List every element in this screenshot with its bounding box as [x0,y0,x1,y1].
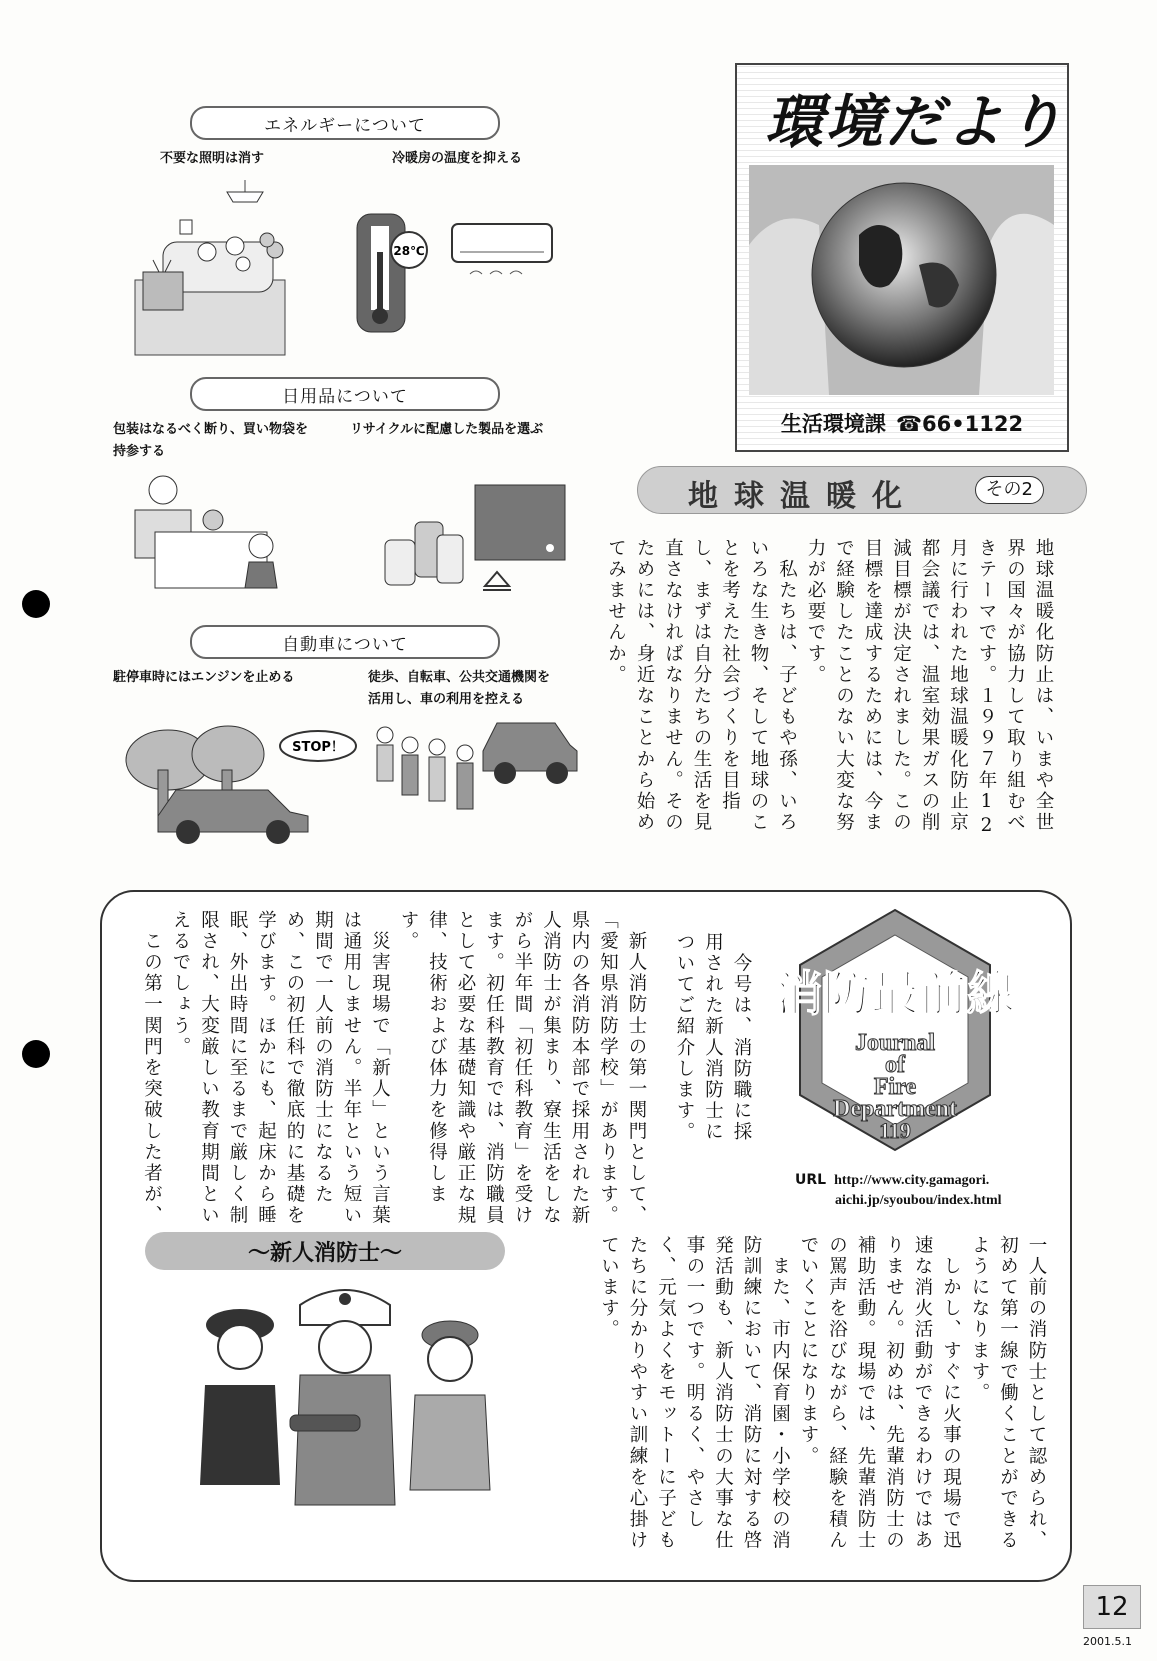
energy-heading: エネルギーについて [190,106,500,140]
stop-label: STOP！ [292,740,344,755]
logo-fire: Fire [873,1074,917,1100]
department-contact [747,408,1057,438]
logo-of: of [885,1052,905,1078]
department-phone: ☎66•1122 [895,412,1024,436]
environment-newsletter-header [735,63,1069,452]
url-label: URL [795,1172,827,1188]
globe-in-hands-photo [749,165,1054,395]
logo-119: 119 [879,1118,911,1143]
logo-title: 消防最前線 [774,966,1016,1022]
url-line1[interactable]: http://www.city.gamagori. [834,1173,990,1188]
url-line2[interactable]: aichi.jp/syoubou/index.html [835,1193,1002,1208]
department-name: 生活環境課 [780,412,886,436]
newcomer-heading: ～新人消防士～ [145,1232,505,1270]
recycle-products-illustration [375,480,575,610]
car-item-idling: 駐停車時にはエンジンを止める [113,670,295,685]
global-warming-body: 地球温暖化防止は、いまや全世界の国々が協力して取り組むべきテーマです。１９９７年12月に行われた地球温暖化防止京都会議では、温室効果ガスの削減目標が決定されました。この目標を達成するためには、今まで経験したことのない大変な努力が必要です。 私たちは、子どもや孫、いろいろな生き物、そして地球のことを考えた社会づくりを目指し、まずは自分たちの生活を見直さなければなりません。そのためには、身近なことから始めてみませんか。 [605,538,1054,839]
family-living-room-illustration [135,180,290,355]
car-stop-illustration [118,720,358,845]
page-number: 12 [1083,1585,1141,1629]
fire-body-part1: 新人消防士の第一関門として、「愛知県消防学校」があります。県内の各消防本部で採用された新人消防士が集まり、寮生活をしながら半年間「初任科教育」を受けます。初任科教育では、消防職員として必要な基礎知識や厳正な規律、技術および体力を修得します。 災害現場で「新人」という言葉は通用しません。半年という短い期間で一人前の消防士になるため、この初任科で徹底的に基礎を学びます。ほかにも、起床から睡眠、外出時間に至るまで厳しく制限され、大変厳しい教育期間といえるでしょう。 この第一関門を突破した者が、 [141,910,647,1227]
environment-title: 環境だより [765,88,1066,156]
walking-family-illustration [365,705,585,845]
fire-intro: 今号は、消防職に採用された新人消防士についてご紹介します。 [674,932,752,1143]
fire-url [795,1170,1002,1211]
car-item-transit: 徒歩、自転車、公共交通機関を 活用し、車の利用を控える [368,670,551,707]
energy-item-lights: 不要な照明は消す [160,151,265,166]
logo-department: Department [833,1096,957,1122]
global-warming-heading [637,466,1087,514]
issue-date: 2001.5.1 [1083,1635,1132,1648]
daily-goods-heading: 日用品について [190,377,500,411]
binder-hole-bottom [22,1040,50,1068]
daily-item-bag: 包装はなるべく断り、買い物袋を 持参する [113,422,309,459]
air-conditioner-illustration [450,222,560,287]
fire-body-part2: 一人前の消防士として認められ、初めて第一線で働くことができるようになります。 しかし、すぐに火事の現場で迅速な消火活動ができるわけではありません。初めは、先輩消防士の補助活動。現場では、先輩消防士の罵声を浴びながら、経験を積んでいくことになります。 また、市内保育園・小学校の消防訓練において、消防に対する啓発活動も、新人消防士の大事な仕事の一つです。明るく、やさしく、元気よくをモットーに子どもたちに分かりやすい訓練を心掛けています。 [598,1235,1047,1552]
global-warming-part-badge: その2 [975,476,1044,504]
logo-journal: Journal [854,1030,936,1056]
daily-item-recycle: リサイクルに配慮した製品を選ぶ [350,422,544,437]
binder-hole-top [22,590,50,618]
shopping-bag-illustration [125,470,315,600]
firefighters-illustration [180,1285,510,1515]
global-warming-title: 地球温暖化 [688,479,918,514]
energy-item-aircon: 冷暖房の温度を抑える [392,151,523,166]
fire-department-logo [774,905,1016,1160]
car-heading: 自動車について [190,625,500,659]
thermometer-temp-label: 28℃ [393,244,425,258]
thermometer-illustration [355,212,435,337]
